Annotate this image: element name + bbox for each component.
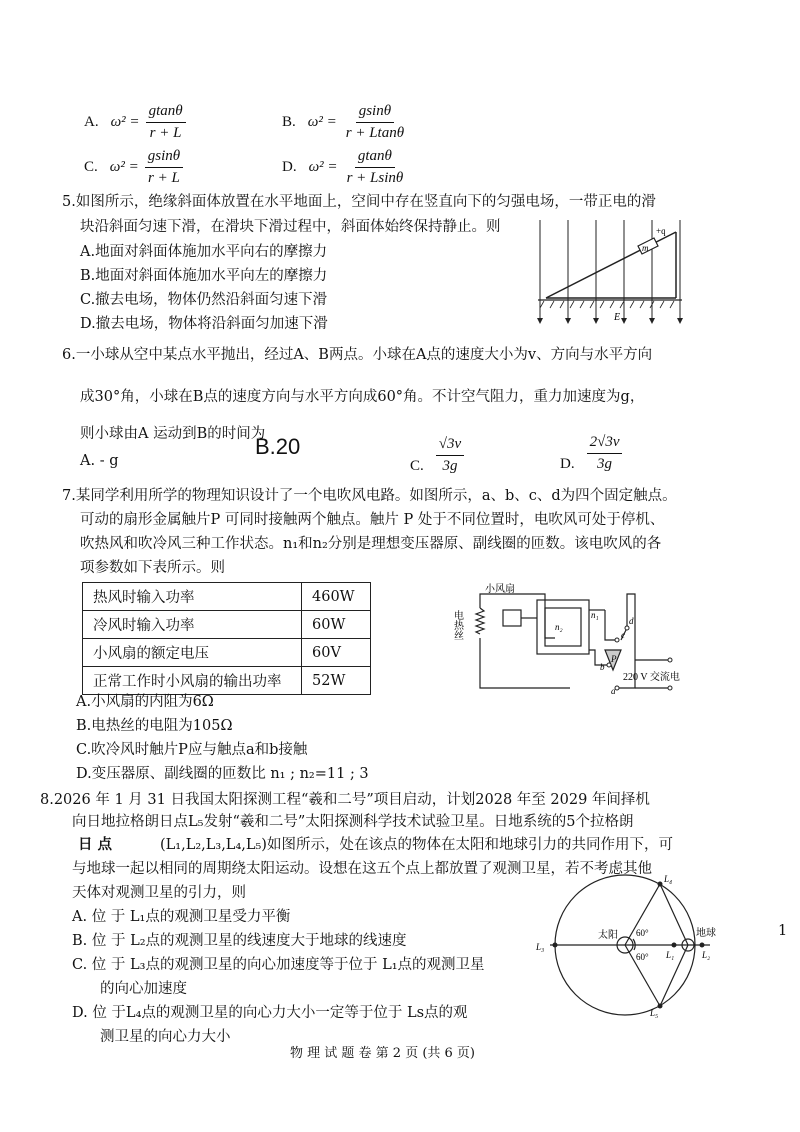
q5-option-a: A.地面对斜面体施加水平向右的摩擦力	[80, 244, 328, 260]
l1-label: L₁	[666, 950, 675, 960]
q8-option-a: A. 位 于 L₁点的观测卫星受力平衡	[72, 909, 291, 925]
earth-label: 地球	[696, 928, 716, 939]
heater-label: 电热丝	[451, 610, 463, 640]
option-label: C.	[410, 458, 424, 474]
q8-stem-line1: 8.2026 年 1 月 31 日我国太阳探测工程“羲和二号”项目启动，计划2028 年至 2029 年间择机	[40, 792, 650, 808]
q7-circuit-figure	[451, 580, 725, 696]
q5-option-b: B.地面对斜面体施加水平向左的摩擦力	[80, 268, 328, 284]
option-label: A.	[84, 114, 99, 130]
q4-option-a	[84, 103, 186, 142]
charge-label: +q	[656, 226, 666, 236]
fraction-numerator: gsinθ	[356, 103, 394, 123]
option-label: D.	[282, 159, 297, 175]
q7-stem-line3: 吹热风和吹冷风三种工作状态。n₁和n₂分别是理想变压器原、副线圈的匝数。该电吹风的各	[80, 536, 662, 552]
mass-label: m	[642, 243, 649, 253]
omega-squared: ω² =	[308, 159, 338, 175]
omega-squared: ω² =	[109, 159, 139, 175]
angle-lower-label: 60°	[636, 952, 649, 962]
field-label: E	[614, 312, 621, 323]
contact-c-label: c	[621, 630, 625, 640]
fraction-numerator: gtanθ	[355, 148, 395, 168]
q8-option-c-line2: 的向心加速度	[100, 981, 187, 997]
q5-option-c: C.撤去电场，物体仍然沿斜面匀速下滑	[80, 292, 328, 308]
q5-option-d: D.撤去电场，物体将沿斜面匀加速下滑	[80, 316, 328, 332]
fraction-denominator: 3g	[442, 458, 458, 474]
contact-b-label: b	[600, 662, 605, 672]
contact-a-label: a	[611, 686, 616, 696]
param-name: 热风时输入功率	[83, 583, 302, 611]
param-value: 60W	[302, 611, 371, 639]
fan-label: 小风扇	[485, 584, 515, 595]
param-name: 正常工作时小风扇的输出功率	[83, 667, 302, 695]
param-value: 60V	[302, 639, 371, 667]
contact-d-label: d	[629, 616, 634, 626]
option-label: C.	[84, 159, 98, 175]
fraction-numerator: gtanθ	[146, 103, 186, 123]
fraction-denominator: r + L	[148, 170, 180, 186]
table-row	[83, 583, 371, 611]
q6-stem-line1: 6.一小球从空中某点水平抛出，经过A、B两点。小球在A点的速度大小为v、方向与水平方向	[62, 347, 653, 363]
q6-option-c	[410, 436, 464, 475]
q5-incline-figure	[530, 218, 700, 330]
param-value: 460W	[302, 583, 371, 611]
q7-option-a: A.小风扇的内阻为6Ω	[76, 694, 214, 710]
q4-option-b	[282, 103, 407, 142]
q7-option-b: B.电热丝的电阻为105Ω	[76, 718, 233, 734]
q8-option-d-line1: D. 位 于L₄点的观测卫星的向心力大小一定等于位于 Ls点的观	[72, 1005, 468, 1021]
q4-option-c	[84, 148, 183, 187]
sun-label: 太阳	[598, 930, 618, 941]
omega-squared: ω² =	[110, 114, 140, 130]
table-row	[83, 667, 371, 695]
q6-option-a: A. - g	[80, 453, 119, 469]
l2-label: L₂	[702, 950, 711, 960]
fraction-denominator: r + Lsinθ	[346, 170, 404, 186]
q8-stem-line2: 向日地拉格朗日点L₅发射“羲和二号”太阳探测科学技术试验卫星。日地系统的5个拉格朗	[72, 814, 634, 830]
q7-stem-line2: 可动的扇形金属触片P 可同时接触两个触点。触片 P 处于不同位置时，电吹风可处于停机、	[80, 512, 665, 528]
q8-stem-line5: 天体对观测卫星的引力，则	[72, 885, 246, 901]
omega-squared: ω² =	[307, 114, 337, 130]
n1-label: n₁	[591, 610, 599, 620]
fraction-numerator: gsinθ	[145, 148, 183, 168]
q6-stem-line2: 成30°角，小球在B点的速度方向与水平方向成60°角。不计空气阻力，重力加速度为g，	[80, 389, 645, 405]
fraction-denominator: 3g	[597, 456, 613, 472]
table-row	[83, 639, 371, 667]
l3-label: L₃	[536, 942, 545, 952]
option-label: D.	[560, 456, 575, 472]
slider-p-label: P	[611, 654, 617, 664]
q8-option-d-line2: 测卫星的向心力大小	[100, 1029, 231, 1045]
fraction-numerator: 2√3v	[587, 434, 623, 454]
option-label: B.	[282, 114, 296, 130]
q5-stem-line2: 块沿斜面匀速下滑，在滑块下滑过程中，斜面体始终保持静止。则	[80, 219, 501, 235]
q7-parameter-table	[82, 582, 371, 695]
fraction-denominator: r + L	[149, 125, 182, 141]
q8-lagrange-figure	[530, 870, 720, 1020]
q6-option-d	[560, 434, 622, 473]
q8-stem-line4: 与地球一起以相同的周期绕太阳运动。设想在这五个点上都放置了观测卫星，若不考虑其他	[72, 861, 652, 877]
q8-option-c-line1: C. 位 于 L₃点的观测卫星的向心加速度等于位于 L₁点的观测卫星	[72, 957, 485, 973]
q8-stem-line3b: (L₁,L₂,L₃,L₄,L₅)如图所示，处在该点的物体在太阳和地球引力的共同作用下，可	[160, 837, 673, 853]
param-name: 冷风时输入功率	[83, 611, 302, 639]
angle-upper-label: 60°	[636, 928, 649, 938]
q7-stem-line1: 7.某同学利用所学的物理知识设计了一个电吹风电路。如图所示，a、b、c、d为四个固定触点。	[62, 488, 677, 504]
q4-option-d	[282, 148, 406, 187]
q8-stem-line3a: 日 点	[78, 836, 113, 853]
param-name: 小风扇的额定电压	[83, 639, 302, 667]
n2-label: n₂	[555, 622, 563, 632]
q8-option-b: B. 位 于 L₂点的观测卫星的线速度大于地球的线速度	[72, 933, 407, 949]
supply-label: 220 V 交流电	[623, 672, 680, 683]
q6-option-b: B.20	[255, 434, 301, 459]
fraction-numerator: √3v	[436, 436, 464, 456]
fraction-denominator: r + Ltanθ	[345, 125, 405, 141]
q6-stem-line3: 则小球由A 运动到B的时间为	[80, 426, 266, 442]
q7-option-d: D.变压器原、副线圈的匝数比 n₁ ; n₂=11 ; 3	[76, 766, 369, 782]
q5-stem-line1: 5.如图所示，绝缘斜面体放置在水平地面上，空间中存在竖直向下的匀强电场，一带正电的滑	[62, 194, 656, 210]
table-row	[83, 611, 371, 639]
l4-label: L₄	[664, 874, 673, 884]
margin-mark: 1	[778, 923, 788, 939]
q7-stem-line4: 项参数如下表所示。则	[80, 560, 225, 576]
param-value: 52W	[302, 667, 371, 695]
q7-option-c: C.吹冷风时触片P应与触点a和b接触	[76, 742, 308, 758]
page-footer: 物 理 试 题 卷 第 2 页 (共 6 页)	[290, 1046, 476, 1061]
l5-label: L₅	[650, 1008, 659, 1018]
